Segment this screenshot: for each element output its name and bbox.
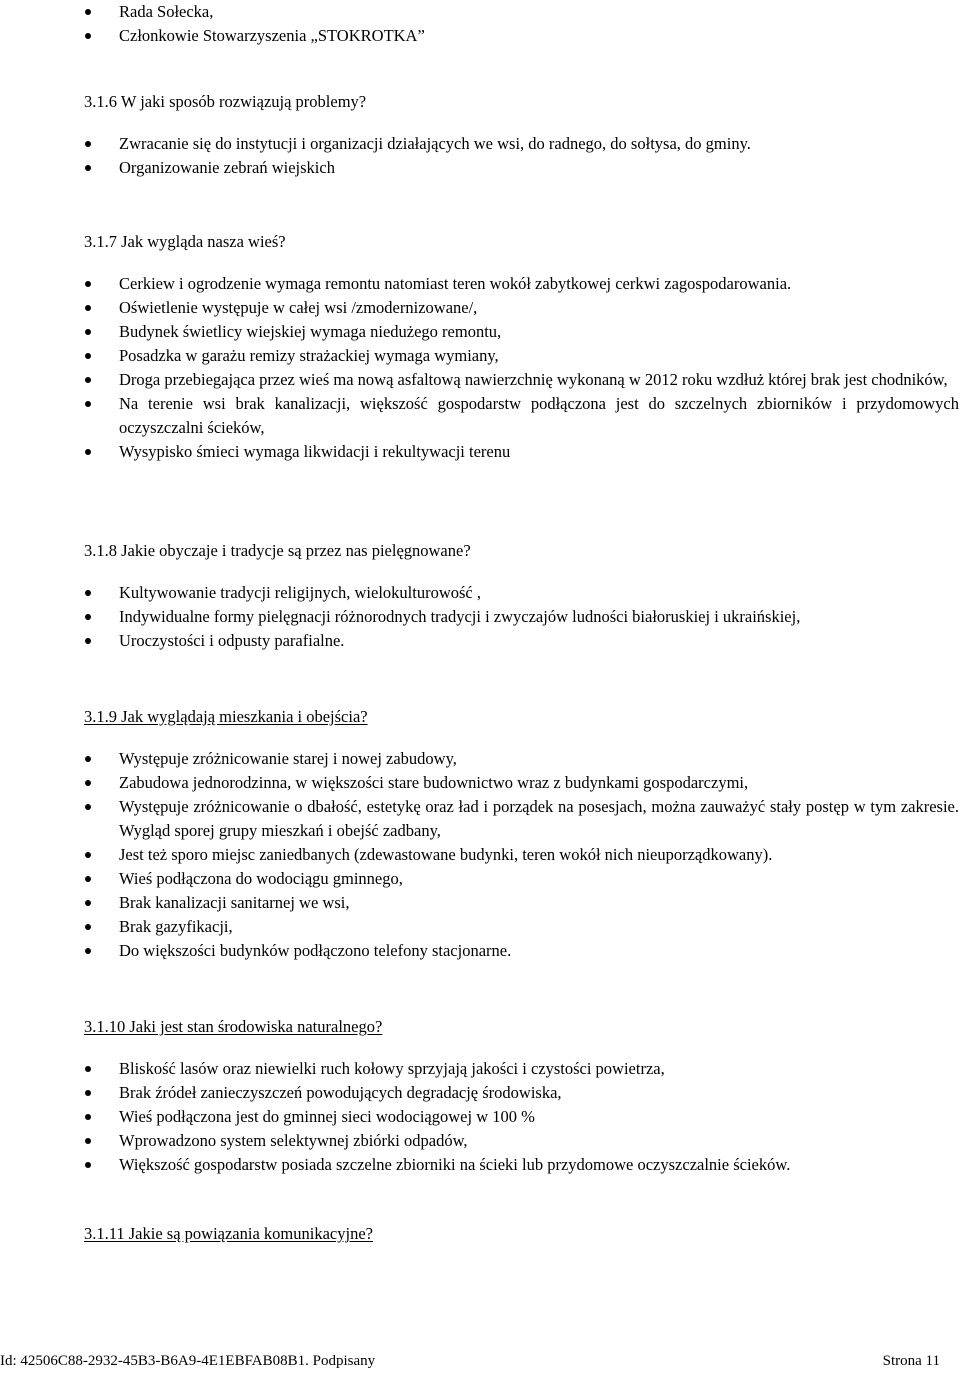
- list-item: Wysypisko śmieci wymaga likwidacji i rekultywacji terenu: [84, 440, 959, 464]
- list-item: Większość gospodarstw posiada szczelne zbiorniki na ścieki lub przydomowe oczyszczalnie ścieków.: [84, 1153, 959, 1177]
- list-item: Na terenie wsi brak kanalizacji, większość gospodarstw podłączona jest do szczelnych zbiorników i przydomowych oczyszczalni ścieków,: [84, 392, 959, 440]
- bullet-icon: [85, 1066, 91, 1072]
- section-heading-3-1-7: 3.1.7 Jak wygląda nasza wieś?: [84, 232, 286, 251]
- section-heading-3-1-9: 3.1.9 Jak wyglądają mieszkania i obejścia?: [84, 707, 368, 726]
- section-heading-3-1-11: 3.1.11 Jakie są powiązania komunikacyjne?: [84, 1224, 373, 1243]
- list-item: Uroczystości i odpusty parafialne.: [84, 629, 959, 653]
- bullet-icon: [85, 401, 91, 407]
- bullet-icon: [85, 165, 91, 171]
- bullet-icon: [85, 141, 91, 147]
- section-heading-3-1-10: 3.1.10 Jaki jest stan środowiska naturalnego?: [84, 1017, 383, 1036]
- list-item: Wieś podłączona jest do gminnej sieci wodociągowej w 100 %: [84, 1105, 959, 1129]
- bullet-icon: [85, 1138, 91, 1144]
- bullet-icon: [85, 353, 91, 359]
- list-item: Zwracanie się do instytucji i organizacji działających we wsi, do radnego, do sołtysa, do gminy.: [84, 132, 959, 156]
- bullet-icon: [85, 9, 91, 15]
- bullet-icon: [85, 1162, 91, 1168]
- section-heading-3-1-6: 3.1.6 W jaki sposób rozwiązują problemy?: [84, 92, 367, 111]
- bullet-icon: [85, 33, 91, 39]
- list-item: Brak źródeł zanieczyszczeń powodujących degradację środowiska,: [84, 1081, 959, 1105]
- list-item: Jest też sporo miejsc zaniedbanych (zdewastowane budynki, teren wokół nich nieuporządkowany).: [84, 843, 959, 867]
- bullet-icon: [85, 756, 91, 762]
- list-item: Występuje zróżnicowanie starej i nowej zabudowy,: [84, 747, 959, 771]
- list-item: Organizowanie zebrań wiejskich: [84, 156, 959, 180]
- list-item: Brak kanalizacji sanitarnej we wsi,: [84, 891, 959, 915]
- list-item: Budynek świetlicy wiejskiej wymaga niedużego remontu,: [84, 320, 959, 344]
- bullet-icon: [85, 1090, 91, 1096]
- bullet-icon: [85, 638, 91, 644]
- bullet-icon: [85, 377, 91, 383]
- list-item: Zabudowa jednorodzinna, w większości stare budownictwo wraz z budynkami gospodarczymi,: [84, 771, 959, 795]
- bullet-icon: [85, 305, 91, 311]
- list-item: Wprowadzono system selektywnej zbiórki odpadów,: [84, 1129, 959, 1153]
- bullet-icon: [85, 876, 91, 882]
- bullet-icon: [85, 924, 91, 930]
- top-list: [84, 0, 959, 48]
- bullet-icon: [85, 614, 91, 620]
- bullet-icon: [85, 329, 91, 335]
- list-item: Droga przebiegająca przez wieś ma nową asfaltową nawierzchnię wykonaną w 2012 roku wzdłuż której brak jest chodników,: [84, 368, 959, 392]
- list-item: Wieś podłączona do wodociągu gminnego,: [84, 867, 959, 891]
- list-item: Oświetlenie występuje w całej wsi /zmodernizowane/,: [84, 296, 959, 320]
- bullet-icon: [85, 852, 91, 858]
- bullet-icon: [85, 281, 91, 287]
- list-item: Indywidualne formy pielęgnacji różnorodnych tradycji i zwyczajów ludności białoruskiej i ukraińskiej,: [84, 605, 959, 629]
- bullet-icon: [85, 449, 91, 455]
- section-list-3-1-9: [84, 747, 959, 963]
- bullet-icon: [85, 590, 91, 596]
- section-list-3-1-6: [84, 132, 959, 180]
- list-item: Występuje zróżnicowanie o dbałość, estetykę oraz ład i porządek na posesjach, można zauważyć stały postęp w tym zakresie. Wygląd sporej grupy mieszkań i obejść zadbany,: [84, 795, 959, 843]
- list-item: Rada Sołecka,: [84, 0, 959, 24]
- bullet-icon: [85, 1114, 91, 1120]
- bullet-icon: [85, 948, 91, 954]
- bullet-icon: [85, 900, 91, 906]
- section-list-3-1-8: [84, 581, 959, 653]
- list-item: Członkowie Stowarzyszenia „STOKROTKA”: [84, 24, 959, 48]
- top-list-block: [84, 0, 959, 48]
- list-item: Bliskość lasów oraz niewielki ruch kołowy sprzyjają jakości i czystości powietrza,: [84, 1057, 959, 1081]
- bullet-icon: [85, 780, 91, 786]
- page-number: Strona 11: [882, 1353, 940, 1369]
- list-item: Posadzka w garażu remizy strażackiej wymaga wymiany,: [84, 344, 959, 368]
- list-item: Cerkiew i ogrodzenie wymaga remontu natomiast teren wokół zabytkowej cerkwi zagospodarowania.: [84, 272, 959, 296]
- document-id: Id: 42506C88-2932-45B3-B6A9-4E1EBFAB08B1. Podpisany: [0, 1353, 376, 1369]
- bullet-icon: [85, 804, 91, 810]
- list-item: Kultywowanie tradycji religijnych, wielokulturowość ,: [84, 581, 959, 605]
- section-heading-3-1-8: 3.1.8 Jakie obyczaje i tradycje są przez nas pielęgnowane?: [84, 541, 471, 560]
- section-list-3-1-7: [84, 272, 959, 464]
- list-item: Do większości budynków podłączono telefony stacjonarne.: [84, 939, 959, 963]
- list-item: Brak gazyfikacji,: [84, 915, 959, 939]
- section-list-3-1-10: [84, 1057, 959, 1177]
